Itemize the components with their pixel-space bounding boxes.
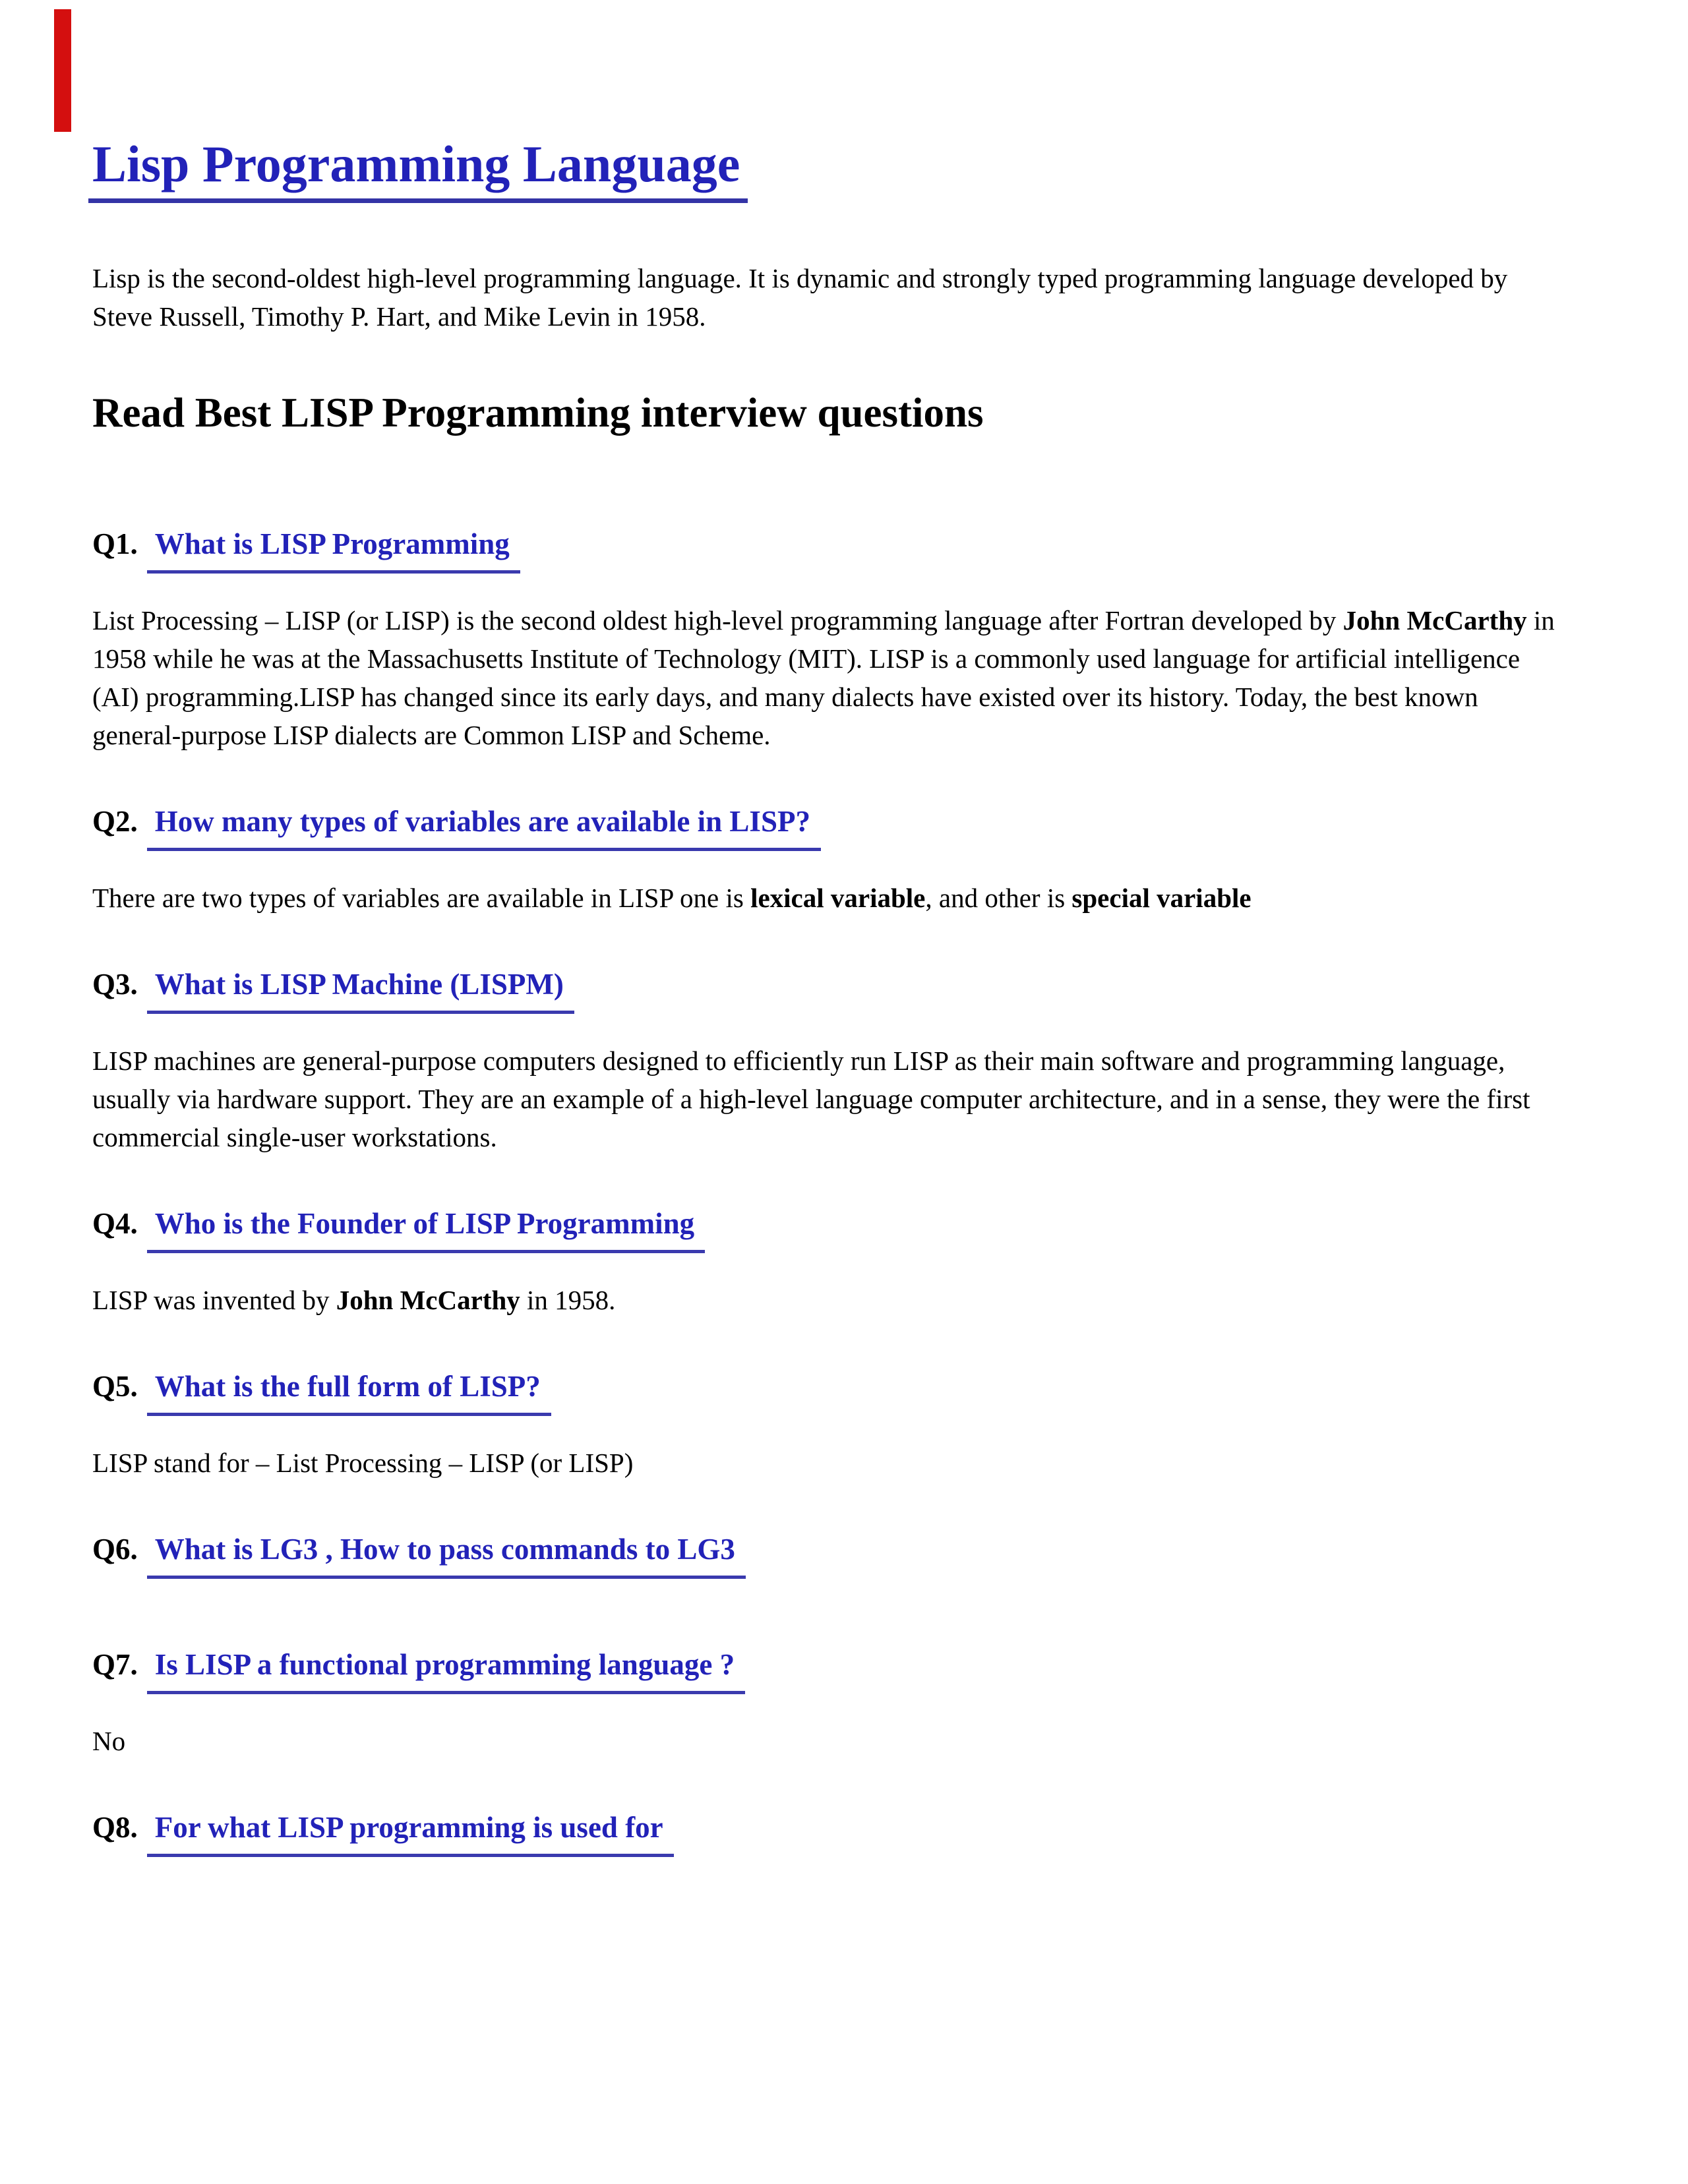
page-title [92,135,1563,203]
question-heading [92,1808,1563,1857]
question-number: Q2. [92,805,138,838]
question-number: Q1. [92,527,138,560]
answer-segment: There are two types of variables are available in LISP one is [92,883,751,913]
answer-text-q2 [92,879,1563,917]
answer-text-q7 [92,1722,1563,1760]
question-link-q1[interactable]: What is LISP Programming [147,524,520,574]
answer-segment-bold: special variable [1071,883,1251,913]
question-number: Q7. [92,1648,138,1681]
question-heading [92,1529,1563,1579]
answer-segment-bold: John McCarthy [1342,605,1527,635]
qa-section-q4 [92,1204,1563,1319]
answer-segment-bold: John McCarthy [336,1285,520,1315]
question-link-q2[interactable]: How many types of variables are available in LISP? [147,802,821,851]
answer-segment: List Processing – LISP (or LISP) is the second oldest high-level programming language after Fortran developed by [92,605,1343,635]
question-link-q5[interactable]: What is the full form of LISP? [147,1367,551,1416]
answer-text-q1 [92,601,1563,754]
question-number: Q3. [92,968,138,1001]
qa-section-q8 [92,1808,1563,1857]
answer-segment: LISP was invented by [92,1285,336,1315]
question-heading [92,802,1563,851]
answer-segment: , and other is [925,883,1072,913]
answer-segment: LISP stand for – List Processing – LISP (or LISP) [92,1448,634,1478]
question-link-q6[interactable]: What is LG3 , How to pass commands to LG3 [147,1529,746,1579]
qa-section-q7 [92,1645,1563,1760]
answer-text-q5 [92,1444,1563,1482]
red-marker [54,9,71,132]
answer-segment-bold: lexical variable [750,883,926,913]
qa-section-q3 [92,964,1563,1156]
question-number: Q5. [92,1370,138,1403]
title-link[interactable]: Lisp Programming Language [88,135,748,203]
answer-segment: LISP machines are general-purpose computers designed to efficiently run LISP as their main software and programming language, usually via hardware support. They are an example of a high-level language computer architecture, and in a sense, they were the first commercial single-user workstations. [92,1046,1530,1152]
qa-section-q1 [92,524,1563,754]
question-heading [92,1645,1563,1694]
question-heading [92,1367,1563,1416]
answer-segment: in 1958. [520,1285,616,1315]
section-heading: Read Best LISP Programming interview questions [92,390,984,436]
question-heading [92,1204,1563,1253]
qa-section-q2 [92,802,1563,917]
question-number: Q8. [92,1811,138,1844]
answer-text-q4 [92,1281,1563,1319]
qa-section-q6 [92,1529,1563,1579]
question-link-q7[interactable]: Is LISP a functional programming language ? [147,1645,745,1694]
question-heading [92,524,1563,574]
answer-segment: in 1958 while he was at the Massachusetts Institute of Technology (MIT). LISP is a commonly used language for artificial intelligence (AI) programming.LISP has changed since its early days, and many dialects have existed over its history. Today, the best known general-purpose LISP dialects are Common LISP and Scheme. [92,605,1555,750]
intro-paragraph: Lisp is the second-oldest high-level programming language. It is dynamic and strongly typed programming language developed by Steve Russell, Timothy P. Hart, and Mike Levin in 1958. [92,263,1508,332]
qa-section-q5 [92,1367,1563,1482]
question-link-q8[interactable]: For what LISP programming is used for [147,1808,674,1857]
question-number: Q6. [92,1533,138,1566]
question-link-q4[interactable]: Who is the Founder of LISP Programming [147,1204,705,1253]
answer-text-q3 [92,1042,1563,1156]
question-link-q3[interactable]: What is LISP Machine (LISPM) [147,964,574,1014]
question-number: Q4. [92,1207,138,1240]
answer-segment: No [92,1726,126,1756]
question-heading [92,964,1563,1014]
